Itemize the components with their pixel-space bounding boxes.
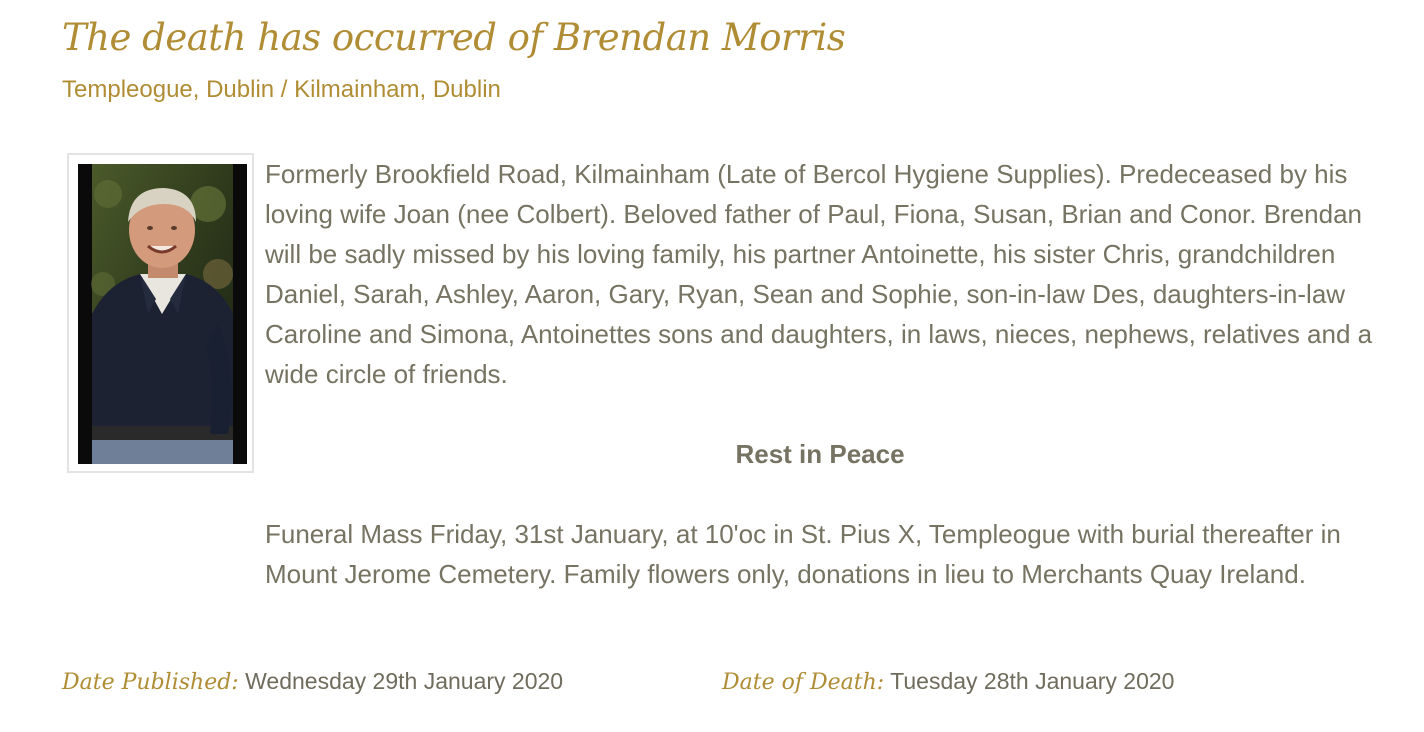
- date-published: [62, 668, 563, 695]
- portrait-photo-frame: [67, 153, 254, 473]
- portrait-illustration: [78, 164, 247, 464]
- date-of-death-label: Date of Death:: [722, 670, 885, 695]
- date-of-death: [722, 668, 1174, 695]
- notice-body: [265, 154, 1375, 594]
- date-published-value: Wednesday 29th January 2020: [245, 668, 564, 694]
- rest-in-peace-line: Rest in Peace: [735, 439, 905, 469]
- portrait-photo[interactable]: [78, 164, 247, 464]
- date-of-death-value: Tuesday 28th January 2020: [890, 668, 1175, 694]
- location-subtitle: Templeogue, Dublin / Kilmainham, Dublin: [62, 76, 501, 103]
- funeral-details-paragraph: Funeral Mass Friday, 31st January, at 10'oc in St. Pius X, Templeogue with burial thereafter in Mount Jerome Cemetery. Family flowers only, donations in lieu to Merchants Quay Ireland.: [265, 519, 1341, 589]
- page-title: The death has occurred of Brendan Morris: [62, 16, 846, 59]
- notice-paragraph: Formerly Brookfield Road, Kilmainham (Late of Bercol Hygiene Supplies). Predeceased by his loving wife Joan (nee Colbert). Beloved father of Paul, Fiona, Susan, Brian and Conor. Brendan will be sadly missed by his loving family, his partner Antoinette, his sister Chris, grandchildren Daniel, Sarah, Ashley, Aaron, Gary, Ryan, Sean and Sophie, son-in-law Des, daughters-in-law Caroline and Simona, Antoinettes sons and daughters, in laws, nieces, nephews, relatives and a wide circle of friends.: [265, 159, 1373, 389]
- date-published-label: Date Published:: [62, 670, 239, 695]
